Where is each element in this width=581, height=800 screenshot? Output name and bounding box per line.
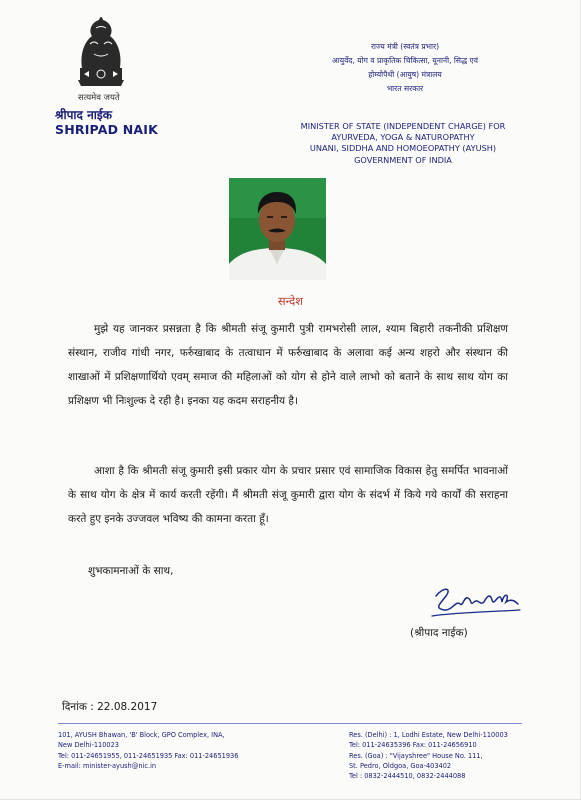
letter-paragraph-2: आशा है कि श्रीमती संजू कुमारी इसी प्रकार योग के प्रचार प्रसार एवं सामाजिक विकास हेतु समर्पित भावनाओं के साथ योग के क्षेत्र में कार्य करती रहेंगी। मैं श्रीमती संजू कुमारी द्वारा योग के संदर्भ में किये गये कार्यों की सराहना करते हुए इनके उज्जवल भविष्य की कामना करता हूँ।: [68, 465, 508, 525]
footer-line: Tel : 0832-2444510, 0832-2444088: [349, 772, 466, 781]
footer-line: New Delhi-110023: [58, 741, 120, 750]
letterhead-hindi-line: भारत सरकार: [386, 84, 424, 93]
letter-date: [62, 700, 157, 714]
closing-line: शुभकामनाओं के साथ,: [88, 565, 174, 577]
footer-divider: [58, 723, 522, 724]
letterhead-english-line: UNANI, SIDDHA AND HOMOEOPATHY (AYUSH): [309, 143, 497, 154]
footer-line: St. Pedro, Oldgoa, Goa-403402: [349, 761, 452, 770]
letterhead-english: [300, 121, 506, 166]
ashoka-emblem-icon: [74, 14, 128, 94]
minister-name-english: SHRIPAD NAIK: [55, 122, 159, 137]
minister-portrait: [229, 178, 326, 280]
footer-line: Tel: 011-24651955, 011-24651935 Fax: 011-24651936: [58, 751, 239, 760]
footer-residence-address: [349, 730, 508, 781]
handwritten-signature: [430, 582, 524, 620]
letterhead-hindi-line: राज्य मंत्री (स्वतंत्र प्रभार): [370, 42, 440, 51]
letter-heading: सन्देश: [277, 294, 304, 308]
letterhead-english-line: AYURVEDA, YOGA & NATUROPATHY: [331, 132, 475, 143]
footer-line: Tel: 011-24635396 Fax: 011-24656910: [349, 741, 477, 750]
date-label: दिनांक :: [62, 701, 94, 713]
letterhead-hindi-line: होम्योपैथी (आयुष) मंत्रालय: [368, 70, 442, 79]
footer-line: Res. (Delhi) : 1, Lodhi Estate, New Delhi-110003: [349, 731, 508, 739]
letterhead-english-line: MINISTER OF STATE (INDEPENDENT CHARGE) FOR: [300, 121, 506, 131]
signatory-name: (श्रीपाद नाईक): [410, 627, 468, 639]
footer-line: E-mail: minister-ayush@nic.in: [58, 761, 157, 770]
emblem-motto: सत्यमेव जयते: [78, 93, 120, 103]
footer-line: Res. (Goa) : "Vijayshree" House No. 111,: [349, 751, 483, 760]
letterhead-hindi: [300, 40, 510, 96]
letterhead-hindi-line: आयुर्वेद, योग व प्राकृतिक चिकित्सा, यूनानी, सिद्ध एवं: [332, 56, 478, 65]
date-value: 22.08.2017: [97, 701, 158, 713]
footer-office-address: [58, 730, 238, 771]
footer-line: 101, AYUSH Bhawan, 'B' Block, GPO Complex, INA,: [58, 731, 225, 739]
letter-paragraph-1: मुझे यह जानकर प्रसन्नता है कि श्रीमती संजू कुमारी पुत्री रामभरोसी लाल, श्याम बिहारी तकनीकी प्रशिक्षण संस्थान, राजीव गांधी नगर, फर्रुखाबाद के तत्वाधान में फर्रुखाबाद के अलावा कई अन्य शहरो और संस्थान की शाखाओं में प्रशिक्षणार्थियो एवम् समाज की महिलाओं को योग से होने वाले लाभो को बताने के साथ साथ योग का प्रशिक्षण भी निःशुल्क दे रही है। इनका यह कदम सराहनीय है।: [68, 323, 508, 407]
minister-name-hindi: श्रीपाद नाईक: [55, 108, 112, 122]
letterhead-english-line: GOVERNMENT OF INDIA: [354, 154, 452, 165]
